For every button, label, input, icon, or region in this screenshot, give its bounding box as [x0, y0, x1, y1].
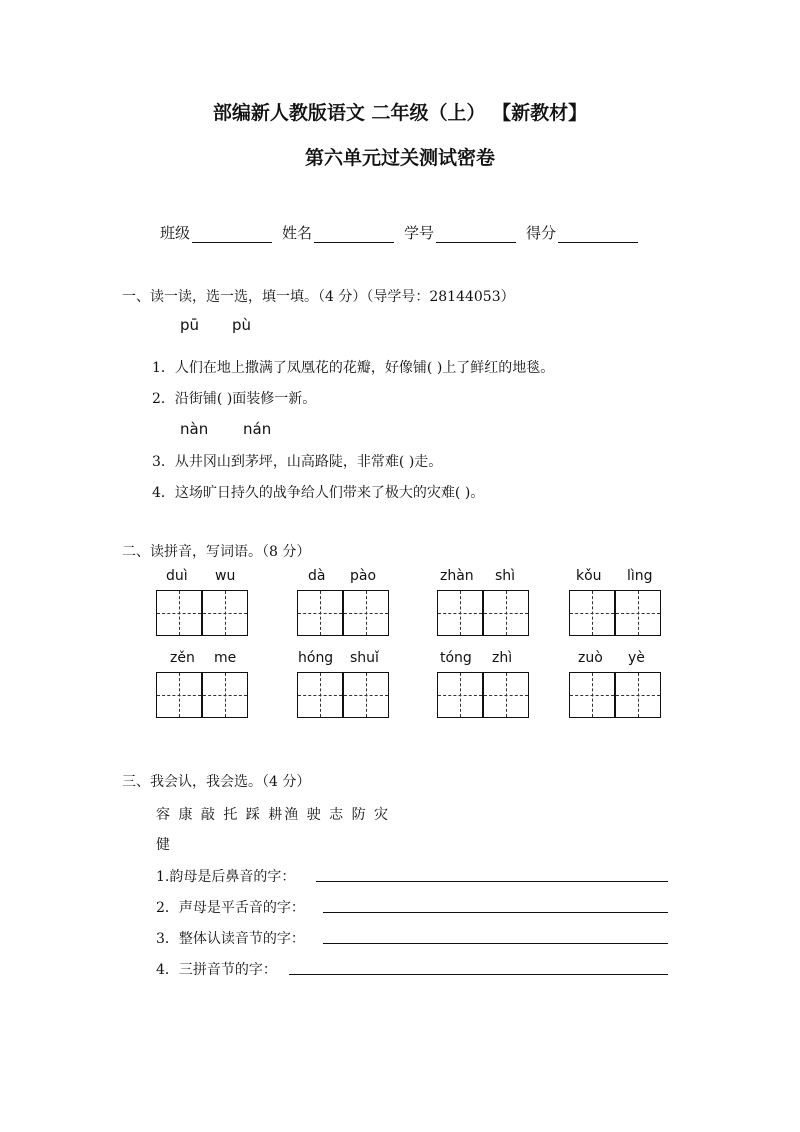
section3-question-2: 2．声母是平舌音的字： [156, 900, 305, 916]
writing-grid-box[interactable] [569, 672, 615, 718]
word1-pinyin-a: duì [166, 568, 188, 584]
section3-question-3: 3．整体认读音节的字： [156, 931, 305, 947]
section1-question-4: 4．这场旷日持久的战争给人们带来了极大的灾难( )。 [152, 485, 485, 501]
word4-pinyin-a: kǒu [576, 568, 602, 584]
writing-grid-box[interactable] [615, 672, 661, 718]
score-blank[interactable] [558, 226, 638, 243]
word5-pinyin-a: zěn [170, 650, 195, 666]
word2-pinyin-b: pào [350, 568, 377, 584]
page-subtitle: 第六单元过关测试密卷 [304, 147, 495, 169]
writing-grid-box[interactable] [156, 590, 202, 636]
word7-pinyin-a: tóng [440, 650, 472, 666]
writing-grid-box[interactable] [569, 590, 615, 636]
section1-question-2: 2．沿街铺( )面装修一新。 [152, 391, 317, 407]
writing-grid-box[interactable] [615, 590, 661, 636]
number-blank[interactable] [436, 226, 516, 243]
class-blank[interactable] [192, 226, 272, 243]
word3-pinyin-a: zhàn [440, 568, 474, 584]
writing-grid-box[interactable] [343, 672, 389, 718]
section3-question-1: 1.韵母是后鼻音的字： [156, 869, 296, 885]
word2-pinyin-a: dà [308, 568, 326, 584]
word8-pinyin-b: yè [628, 650, 645, 666]
writing-grid-box[interactable] [202, 672, 248, 718]
pinyin-pu4: pù [232, 316, 252, 334]
page-title: 部编新人教版语文 二年级（上） 【新教材】 [212, 102, 588, 124]
word6-pinyin-a: hóng [298, 650, 334, 666]
class-label: 班级 [160, 224, 191, 242]
word8-pinyin-a: zuò [578, 650, 603, 666]
section1-question-1: 1．人们在地上撒满了凤凰花的花瓣，好像铺( )上了鲜红的地毯。 [152, 360, 555, 376]
pinyin-nan4: nàn [180, 420, 209, 438]
writing-grid-box[interactable] [297, 590, 343, 636]
score-label: 得分 [526, 224, 557, 242]
pinyin-pu1: pū [180, 316, 200, 334]
answer-line-4[interactable] [289, 974, 668, 975]
word1-pinyin-b: wu [215, 568, 236, 584]
character-list-line2: 健 [156, 837, 172, 853]
section1-heading: 一、读一读，选一选，填一填。（4 分）（导学号：28144053） [122, 289, 515, 305]
writing-grid-box[interactable] [437, 672, 483, 718]
section3-question-4: 4．三拼音节的字： [156, 962, 277, 978]
word7-pinyin-b: zhì [492, 650, 513, 666]
section3-heading: 三、我会认，我会选。（4 分） [122, 774, 311, 790]
student-info-row [160, 222, 648, 243]
section2-heading: 二、读拼音，写词语。（8 分） [122, 544, 311, 560]
section1-question-3: 3．从井冈山到茅坪，山高路陡，非常难( )走。 [152, 454, 443, 470]
writing-grid-box[interactable] [483, 672, 529, 718]
word6-pinyin-b: shuǐ [350, 650, 379, 666]
character-list-line1: 容 康 敲 托 踩 耕渔 驶 志 防 灾 [156, 807, 391, 823]
word3-pinyin-b: shì [495, 568, 516, 584]
word5-pinyin-b: me [214, 650, 237, 666]
writing-grid-box[interactable] [343, 590, 389, 636]
writing-grid-box[interactable] [483, 590, 529, 636]
answer-line-2[interactable] [323, 912, 668, 913]
pinyin-nan2: nán [243, 420, 272, 438]
name-label: 姓名 [282, 224, 313, 242]
word4-pinyin-b: lìng [627, 568, 653, 584]
writing-grid-box[interactable] [437, 590, 483, 636]
answer-line-1[interactable] [316, 881, 668, 882]
name-blank[interactable] [314, 226, 394, 243]
answer-line-3[interactable] [323, 943, 668, 944]
writing-grid-box[interactable] [297, 672, 343, 718]
writing-grid-box[interactable] [156, 672, 202, 718]
writing-grid-box[interactable] [202, 590, 248, 636]
number-label: 学号 [404, 224, 435, 242]
